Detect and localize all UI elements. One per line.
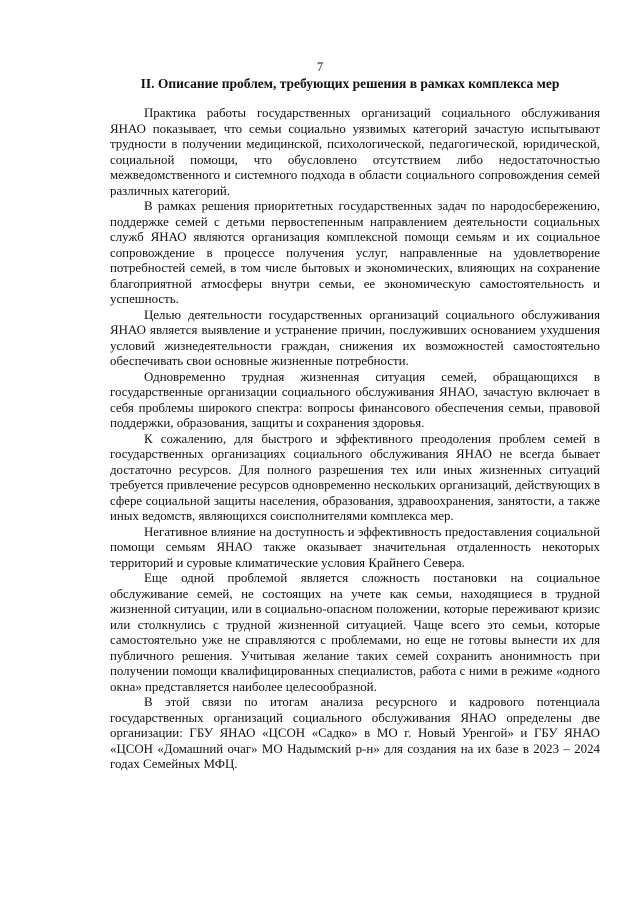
paragraph-negative-influence: Негативное влияние на доступность и эффективность предоставления социальной помощи семьям ЯНАО также оказывает значительная отдаленность некоторых территорий и суровые климатические условия Крайнего Севера.: [110, 524, 600, 570]
document-body: [110, 106, 600, 773]
paragraph-another-problem: Еще одной проблемой является сложность постановки на социальное обслуживание семей, не состоящих на учете как семьи, находящиеся в трудной жизненной ситуации, или в социально-опасном положении, которые переживают кризис или столкнулись с трудной жизненной ситуацией. Чаще всего это семьи, которые самостоятельно уже не справляются с проблемами, но еще не готовы вынести их для публичного решения. Учитывая желание таких семей сохранить анонимность при получении помощи квалифицированных специалистов, работа с ними в режиме «одного окна» представляется наиболее целесообразной.: [110, 571, 600, 694]
page-number: 7: [316, 60, 324, 74]
paragraph-difficult-situation: Одновременно трудная жизненная ситуация семей, обращающихся в государственные организации социального обслуживания ЯНАО, зачастую включает в себя проблемы широкого спектра: вопросы финансового обеспечения семьи, правовой поддержки, образования, защиты и сохранения здоровья.: [110, 369, 600, 430]
paragraph-practice: Практика работы государственных организаций социального обслуживания ЯНАО показывает, что семьи социально уязвимых категорий зачастую испытывают трудности в получении медицинской, психологической, педагогической, юридической, социальной помощи, что обусловлено отсутствием либо недостаточностью межведомственного и системного подхода в области социального сопровождения семей различных категорий.: [110, 106, 600, 198]
paragraph-conclusion: В этой связи по итогам анализа ресурсного и кадрового потенциала государственных организаций социального обслуживания ЯНАО определены две организации: ГБУ ЯНАО «ЦСОН «Садко» в МО г. Новый Уренгой» и ГБУ ЯНАО «ЦСОН «Домашний очаг» МО Надымский р-н» для создания на их базе в 2023 – 2024 годах Семейных МФЦ.: [110, 695, 600, 771]
section-title: II. Описание проблем, требующих решения в рамках комплекса мер: [140, 76, 560, 91]
paragraph-goal: Целью деятельности государственных организаций социального обслуживания ЯНАО является выявление и устранение причин, послуживших основанием ухудшения условий жизнедеятельности граждан, снижения их возможностей самостоятельно обеспечивать свои основные жизненные потребности.: [110, 307, 600, 368]
paragraph-resources: К сожалению, для быстрого и эффективного преодоления проблем семей в государственных организациях социального обслуживания ЯНАО не всегда бывает достаточно ресурсов. Для полного разрешения тех или иных жизненных ситуаций требуется привлечение ресурсов одновременно нескольких организаций, действующих в сфере социальной защиты населения, образования, здравоохранения, занятости, а также иных ведомств, являющихся соисполнителями комплекса мер.: [110, 431, 600, 523]
paragraph-priority-tasks: В рамках решения приоритетных государственных задач по народосбережению, поддержке семей с детьми первостепенным направлением деятельности социальных служб ЯНАО являются организация комплексной помощи семьям и их социальное сопровождение в процессе получения услуг, направленные на удовлетворение потребностей семей, в том числе бытовых и экономических, влияющих на сохранение благоприятной атмосферы внутри семьи, ее экономическую самостоятельность и успешность.: [110, 199, 600, 306]
